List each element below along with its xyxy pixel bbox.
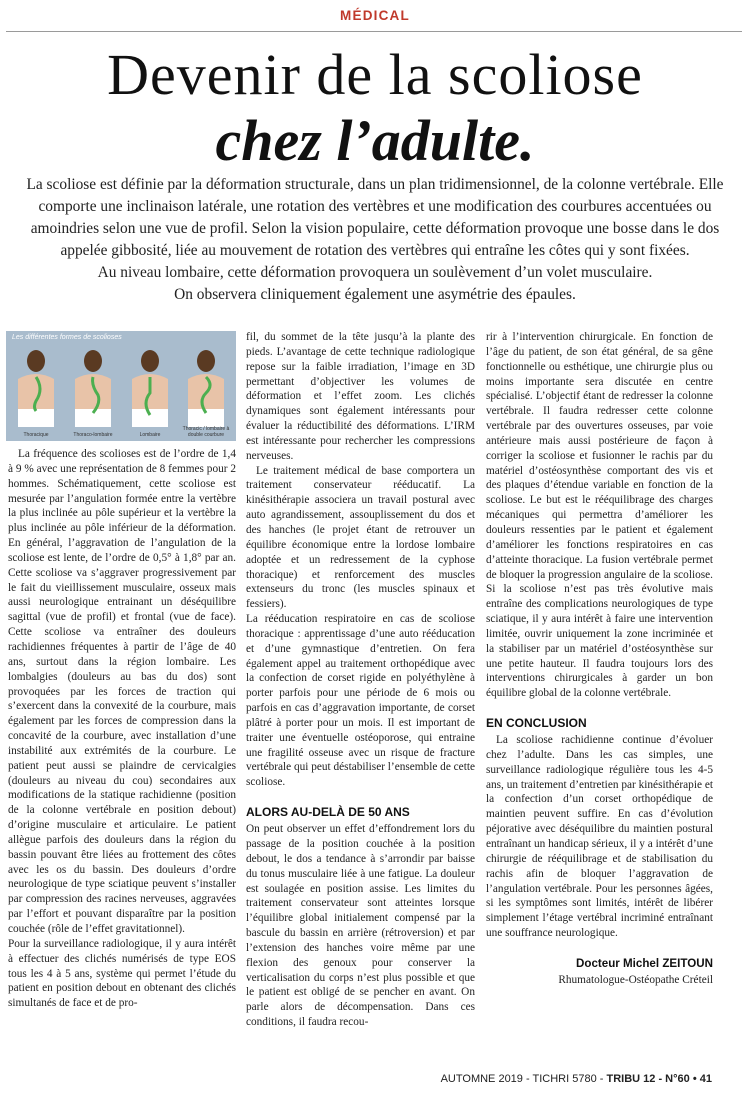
header-divider [6,31,742,32]
footer-separator: - [599,1073,607,1085]
figure-label-thoracic: Thoracique [23,431,49,438]
article-column-1 [8,447,236,1011]
footer-page-sep: • [692,1073,700,1085]
figure-back-thoracic [18,350,54,427]
col2-paragraph: La rééducation respiratoire en cas de scoliose thoracique : apprentissage d’une auto rééducation et d’une gymnastique d’entretien. On fera également appel au traitement orthopédique avec la confection de corset rigide en polyéthylène à porter parfois pour une période de 6 mois ou parfois en cas d’aggravation importante, de corset plâtré à porter pour un mois. Il est important de traiter une éventuelle ostéoporose, qui entraine une fragilité osseuse avec un risque de fracture vertébrale qui peut déstabiliser l’ensemble de cette scoliose. [246,613,475,789]
author-name: Docteur Michel ZEITOUN [576,956,713,970]
col2-paragraph: On peut observer un effet d’effondrement lors du passage de la position couchée à la position debout, le dos a tendance à s’arrondir par baisse du tonus musculaire liée à une fatigue. La douleur est soulagée en position assise. Les limites du traitement conservateur sont atteintes lorsque l’équilibre global initialement compensé par la bascule du bassin en arrière (rétroversion) et par l’extension des hanches voire même par une flexion des genoux pour conserver la verticalisation du corps n’est plus possible et que le patient est obligé de se pencher en avant. On parle alors de décompensation. Dans ces conditions, il faudra recou- [246,823,475,1029]
figure-back-double-curve [188,350,224,427]
page-footer [441,1073,712,1085]
col2-paragraph: fil, du sommet de la tête jusqu’à la plante des pieds. L’avantage de cette technique radiologique repose sur la faible irradiation, l’image en 3D permettant d’objectiver les volumes de déformation et l’effet zoom. Les clichés dynamiques sont également intéressants pour évaluer la réductibilité des déformations. L’IRM est intéressante pour rechercher les compressions nerveuses. [246,331,475,462]
article-title-line1: Devenir de la scoliose [107,42,643,107]
author-title: Rhumatologue-Ostéopathe Créteil [558,973,713,986]
col3-paragraph: La scoliose rachidienne continue d’évoluer chez l’adulte. Dans les cas simples, une surveillance radiologique régulière tous les 4-5 ans, un traitement d’entretien par kinésithérapie et la confection d’un corset orthopédique de maintien peuvent suffire. En cas d’évolution péjorative avec déséquilibre du maintien postural entraînant un handicap sérieux, il y a intérêt d’une chirurgie de rééquilibrage et de stabilisation du rachis afin de bloquer l’aggravation de l’angulation vertébrale. Pour les personnes âgées, si les symptômes sont limités, intérêt de libérer simplement l’étage vertébral incriminé entraînant une souffrance neurologique. [486,734,713,940]
col1-paragraph: Pour la surveillance radiologique, il y aura intérêt à effectuer des clichés numérisés de type EOS tous les 4 à 5 ans, système qui permet l’étude du patient en position debout en obtenant des clichés simultanés de face et de pro- [8,937,236,1010]
figure-label-lumbar: Lombaire [139,431,161,438]
figure-back-lumbar [132,350,168,427]
figure-label-thoracolumbar: Thoraco-lombaire [73,431,113,438]
footer-issue: AUTOMNE 2019 - TICHRI 5780 [440,1073,597,1085]
scoliosis-forms-illustration [6,331,236,441]
footer-magazine: TRIBU 12 - N°60 [606,1073,690,1085]
lead-text-3: On observera cliniquement également une asymétrie des épaules. [174,286,576,303]
lead-text-1: La scoliose est définie par la déformation structurale, dans un plan tridimensionnel, de la colonne vertébrale. Elle comporte une inclinaison latérale, une rotation des vertèbres et une modification des courbures accentuées ou amoindries selon une vue de profil. Selon la vision populaire, cette déformation provoque une bosse dans le dos appelée gibbosité, liée au mouvement de rotation des vertèbres qui entraîne les côtes qui y sont fixées. [26,176,724,259]
figure-title: Les différentes formes de scolioses [12,334,122,341]
lead-paragraph [8,174,742,306]
col1-paragraph: La fréquence des scolioses est de l’ordre de 1,4 à 9 % avec une représentation de 8 femmes pour 2 hommes. Schématiquement, cette scoliose est mesurée par l’angulation formée entre la vertèbre la plus inclinée au pôle supérieur et la vertèbre la plus inclinée au pôle inférieur de la déformation. En général, l’aggravation de l’angulation de la scoliose est lente, de l’ordre de 0,5° à 1,8° par an. Cette scoliose va s’aggraver progressivement par le fait du vieillissement musculaire, osseux mais aussi neurologique entrainant un déséquilibre sagittal (vue de profil) et frontal (vue de face). Cette scoliose va entraîner des douleurs rachidiennes fréquentes à partir de l’âge de 40 ans, surtout dans la région lombaire. Les lombalgies (douleurs au bas du dos) sont provoquées par les forces de traction qui s’exercent dans la convexité de la courbure, mais également par les forces de compression dans la concavité de la courbure, avec installation d’une instabilité aux extrémités de la courbure. Le patient peut aussi se plaindre de cervicalgies (douleurs au niveau du cou) secondaires aux modifications de la statique rachidienne (position de la colonne vertébrale en position debout) d’origine musculaire et articulaire. Le patient allègue parfois des douleurs dans la région du bassin pouvant être liées au frottement des côtes avec les os du bassin. Des douleurs d’ordre neurologique de type sciatique peuvent s’installer par compression des racines nerveuses, aggravées par l’effort et pouvant disparaître par la position couchée (rôle de l’effet gravitationnel). [8,448,236,935]
article-title-line2: chez l’adulte. [215,108,535,173]
footer-page-number: 41 [699,1073,712,1085]
section-tag: MÉDICAL [340,8,410,23]
article-column-2 [246,330,475,1030]
figure-label-double-curve: Thoracic / lombaire à double courbure [182,426,230,438]
col3-paragraph: rir à l’intervention chirurgicale. En fonction de l’âge du patient, de son état général, de sa gêne fonctionnelle ou esthétique, une chirurgie plus ou moins importante sera discutée en centre spécialisé. L’objectif étant de redresser la colonne vertébrale. Il faudra redresser cette colonne vertébrale par des ouvertures osseuses, par voie antérieure mais aussi postérieure de façon à corriger la scoliose et fusionner le rachis par du matériel d’ostéosynthèse comportant des vis et des plaques d’étendue variable en fonction de la scoliose. Le but est le rééquilibrage des charges mécaniques qui permettra d’améliorer les douleurs ressenties par le patient et également d’améliorer les fonctions respiratoires en cas d’atteinte thoracique. La fusion vertébrale permet de bloquer la progression angulaire de la scoliose. Si la scoliose n’est pas très évolutive mais entraîne des complications neurologiques de type sciatique, il y aura intérêt à faire une intervention limitée, ouvrir uniquement la zone incriminée et la stabiliser par un matériel d’ostéosynthèse sur une petite hauteur. Il faudra toujours lors des interventions chirurgicales à garder un bon équilibre global de la colonne vertébrale. [486,331,713,700]
article-column-3 [486,330,713,988]
section-heading-over-50: ALORS AU-DELÀ DE 50 ANS [246,805,410,820]
col2-paragraph: Le traitement médical de base comportera un traitement conservateur rééducatif. La kinésithérapie associera un travail postural avec auto agrandissement, assouplissement du dos et des hanches (le projet étant de retrouver un équilibre économique entre la lordose lombaire adoptée et un redressement de la cyphose thoracique) et renforcement des muscles extenseurs du tronc (les muscles spinaux et fessiers). [246,464,475,611]
lead-text-2: Au niveau lombaire, cette déformation provoquera un soulèvement d’un volet musculaire. [97,264,653,281]
scoliosis-figures-graphic [6,331,236,441]
figure-back-thoracolumbar [75,350,111,427]
section-heading-conclusion: EN CONCLUSION [486,716,587,731]
